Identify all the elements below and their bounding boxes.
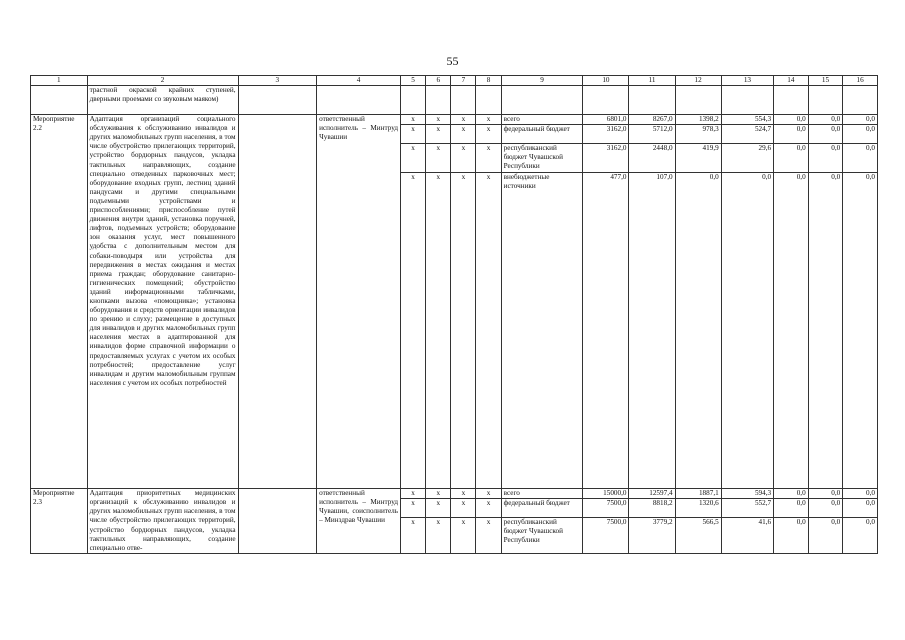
event-description: Адаптация организаций социального обслуживания к обслуживанию инвалидов и других маломобильных групп населения, в том числе обустройство прилегающих территорий, устройство бордюрных пандусов, укладка тактильных направляющих, создание специально отведенных парковочных мест; оборудование входных групп, лестниц зданий пандусами и другими специальными подъемными устройствами и приспособлениями; приспособление путей движения внутри зданий, установка поручней, лифтов, подъемных устройств; оборудование зон оказания услуг, мест повышенного удобства с дополнительным местом для собаки-поводыря или устройства для передвижения в местах ожидания и местах приема граждан; оборудование санитарно-гигиенических помещений; обустройство зданий информационными табличками, кнопками вызова «помощника»; установка оборудования и средств ориентации инвалидов по зрению и слуху; размещение в доступных для инвалидов и других маломобильных групп населения местах в адаптированной для инвалидов форме справочной информации о предоставляемых услугах с учетом их особых потребностей; предоставление услуг инвалидам и другим маломобильным группам населения с учетом их особых потребностей — [87, 115, 238, 489]
value-cell: 0,0 — [843, 115, 878, 125]
empty-cell — [501, 86, 583, 115]
x-mark-cell: x — [476, 125, 501, 144]
header-cell: 13 — [721, 76, 773, 86]
x-mark-cell: x — [426, 499, 451, 518]
value-cell: 0,0 — [808, 125, 843, 144]
empty-cell — [843, 86, 878, 115]
header-cell: 5 — [401, 76, 426, 86]
value-cell: 0,0 — [808, 489, 843, 499]
x-mark-cell: x — [401, 173, 426, 489]
x-mark-cell: x — [426, 115, 451, 125]
value-cell: 2448,0 — [629, 144, 675, 173]
event-label: Мероприятие 2.3 — [31, 489, 88, 554]
value-cell: 12597,4 — [629, 489, 675, 499]
x-mark-cell: x — [401, 115, 426, 125]
header-cell: 16 — [843, 76, 878, 86]
value-cell: 0,0 — [675, 173, 721, 489]
value-cell: 0,0 — [774, 115, 809, 125]
header-cell: 15 — [808, 76, 843, 86]
empty-cell — [774, 86, 809, 115]
empty-cell — [317, 86, 401, 115]
col3-cell — [238, 489, 317, 554]
value-cell: 0,0 — [774, 489, 809, 499]
header-cell: 7 — [451, 76, 476, 86]
funding-source: всего — [501, 489, 583, 499]
header-cell: 14 — [774, 76, 809, 86]
header-cell: 10 — [583, 76, 629, 86]
header-cell: 4 — [317, 76, 401, 86]
empty-cell — [629, 86, 675, 115]
event-description: Адаптация приоритетных медицинских организаций к обслуживанию инвалидов и других маломобильных групп населения, в том числе обустройство прилегающих территорий, устройство бордюрных пандусов, укладка тактильных направляющих, создание специально отве- — [87, 489, 238, 554]
value-cell: 3162,0 — [583, 125, 629, 144]
x-mark-cell: x — [476, 144, 501, 173]
x-mark-cell: x — [451, 489, 476, 499]
x-mark-cell: x — [451, 173, 476, 489]
funding-source: всего — [501, 115, 583, 125]
value-cell: 0,0 — [843, 125, 878, 144]
header-cell: 3 — [238, 76, 317, 86]
event-label: Мероприятие 2.2 — [31, 115, 88, 489]
value-cell: 8267,0 — [629, 115, 675, 125]
empty-cell — [401, 86, 426, 115]
funding-source: федеральный бюджет — [501, 499, 583, 518]
value-cell: 15000,0 — [583, 489, 629, 499]
value-cell: 0,0 — [774, 144, 809, 173]
value-cell: 594,3 — [721, 489, 773, 499]
funding-source: внебюджетные источники — [501, 173, 583, 489]
x-mark-cell: x — [476, 489, 501, 499]
value-cell: 1320,6 — [675, 499, 721, 518]
x-mark-cell: x — [426, 144, 451, 173]
x-mark-cell: x — [426, 518, 451, 554]
funding-source: республиканский бюджет Чувашской Республики — [501, 518, 583, 554]
x-mark-cell: x — [451, 144, 476, 173]
x-mark-cell: x — [476, 115, 501, 125]
x-mark-cell: x — [451, 125, 476, 144]
x-mark-cell: x — [426, 489, 451, 499]
empty-cell — [426, 86, 451, 115]
x-mark-cell: x — [401, 125, 426, 144]
value-cell: 0,0 — [808, 499, 843, 518]
empty-cell — [476, 86, 501, 115]
budget-table — [30, 75, 878, 554]
value-cell: 477,0 — [583, 173, 629, 489]
value-cell: 29,6 — [721, 144, 773, 173]
value-cell: 978,3 — [675, 125, 721, 144]
value-cell: 3779,2 — [629, 518, 675, 554]
x-mark-cell: x — [401, 518, 426, 554]
value-cell: 552,7 — [721, 499, 773, 518]
header-cell: 6 — [426, 76, 451, 86]
empty-cell — [721, 86, 773, 115]
value-cell: 0,0 — [721, 173, 773, 489]
funding-source: республиканский бюджет Чувашской Республики — [501, 144, 583, 173]
funding-source: федеральный бюджет — [501, 125, 583, 144]
value-cell: 419,9 — [675, 144, 721, 173]
executor-cell: ответственный исполнитель – Минтруд Чувашии — [317, 115, 401, 489]
x-mark-cell: x — [451, 115, 476, 125]
value-cell: 7500,0 — [583, 518, 629, 554]
x-mark-cell: x — [476, 173, 501, 489]
value-cell: 0,0 — [774, 173, 809, 489]
value-cell: 566,5 — [675, 518, 721, 554]
value-cell: 3162,0 — [583, 144, 629, 173]
x-mark-cell: x — [451, 499, 476, 518]
continuation-description: трастной окраской крайних ступеней, дверными проемами со звуковым маяком) — [87, 86, 238, 115]
header-cell: 9 — [501, 76, 583, 86]
empty-cell — [238, 86, 317, 115]
header-cell: 12 — [675, 76, 721, 86]
x-mark-cell: x — [401, 499, 426, 518]
value-cell: 524,7 — [721, 125, 773, 144]
table-row — [31, 489, 878, 499]
value-cell: 554,3 — [721, 115, 773, 125]
header-cell: 2 — [87, 76, 238, 86]
x-mark-cell: x — [451, 518, 476, 554]
header-cell: 8 — [476, 76, 501, 86]
value-cell: 41,6 — [721, 518, 773, 554]
value-cell: 0,0 — [843, 518, 878, 554]
value-cell: 0,0 — [808, 518, 843, 554]
header-row — [31, 76, 878, 86]
table-row — [31, 115, 878, 125]
value-cell: 6801,0 — [583, 115, 629, 125]
value-cell: 8818,2 — [629, 499, 675, 518]
continuation-row — [31, 86, 878, 115]
x-mark-cell: x — [426, 125, 451, 144]
col3-cell — [238, 115, 317, 489]
event-cell — [31, 86, 88, 115]
value-cell: 0,0 — [774, 125, 809, 144]
value-cell: 0,0 — [808, 173, 843, 489]
value-cell: 0,0 — [808, 144, 843, 173]
page-number: 55 — [446, 54, 459, 68]
empty-cell — [808, 86, 843, 115]
empty-cell — [675, 86, 721, 115]
x-mark-cell: x — [476, 499, 501, 518]
value-cell: 1887,1 — [675, 489, 721, 499]
value-cell: 0,0 — [774, 518, 809, 554]
header-cell: 1 — [31, 76, 88, 86]
value-cell: 0,0 — [774, 499, 809, 518]
value-cell: 107,0 — [629, 173, 675, 489]
x-mark-cell: x — [401, 144, 426, 173]
empty-cell — [583, 86, 629, 115]
x-mark-cell: x — [401, 489, 426, 499]
value-cell: 5712,0 — [629, 125, 675, 144]
header-cell: 11 — [629, 76, 675, 86]
value-cell: 1398,2 — [675, 115, 721, 125]
x-mark-cell: x — [476, 518, 501, 554]
value-cell: 7500,0 — [583, 499, 629, 518]
value-cell: 0,0 — [843, 489, 878, 499]
executor-cell: ответственный исполнитель – Минтруд Чувашии, соисполнитель – Минздрав Чувашии — [317, 489, 401, 554]
value-cell: 0,0 — [843, 173, 878, 489]
value-cell: 0,0 — [843, 144, 878, 173]
value-cell: 0,0 — [843, 499, 878, 518]
value-cell: 0,0 — [808, 115, 843, 125]
empty-cell — [451, 86, 476, 115]
x-mark-cell: x — [426, 173, 451, 489]
